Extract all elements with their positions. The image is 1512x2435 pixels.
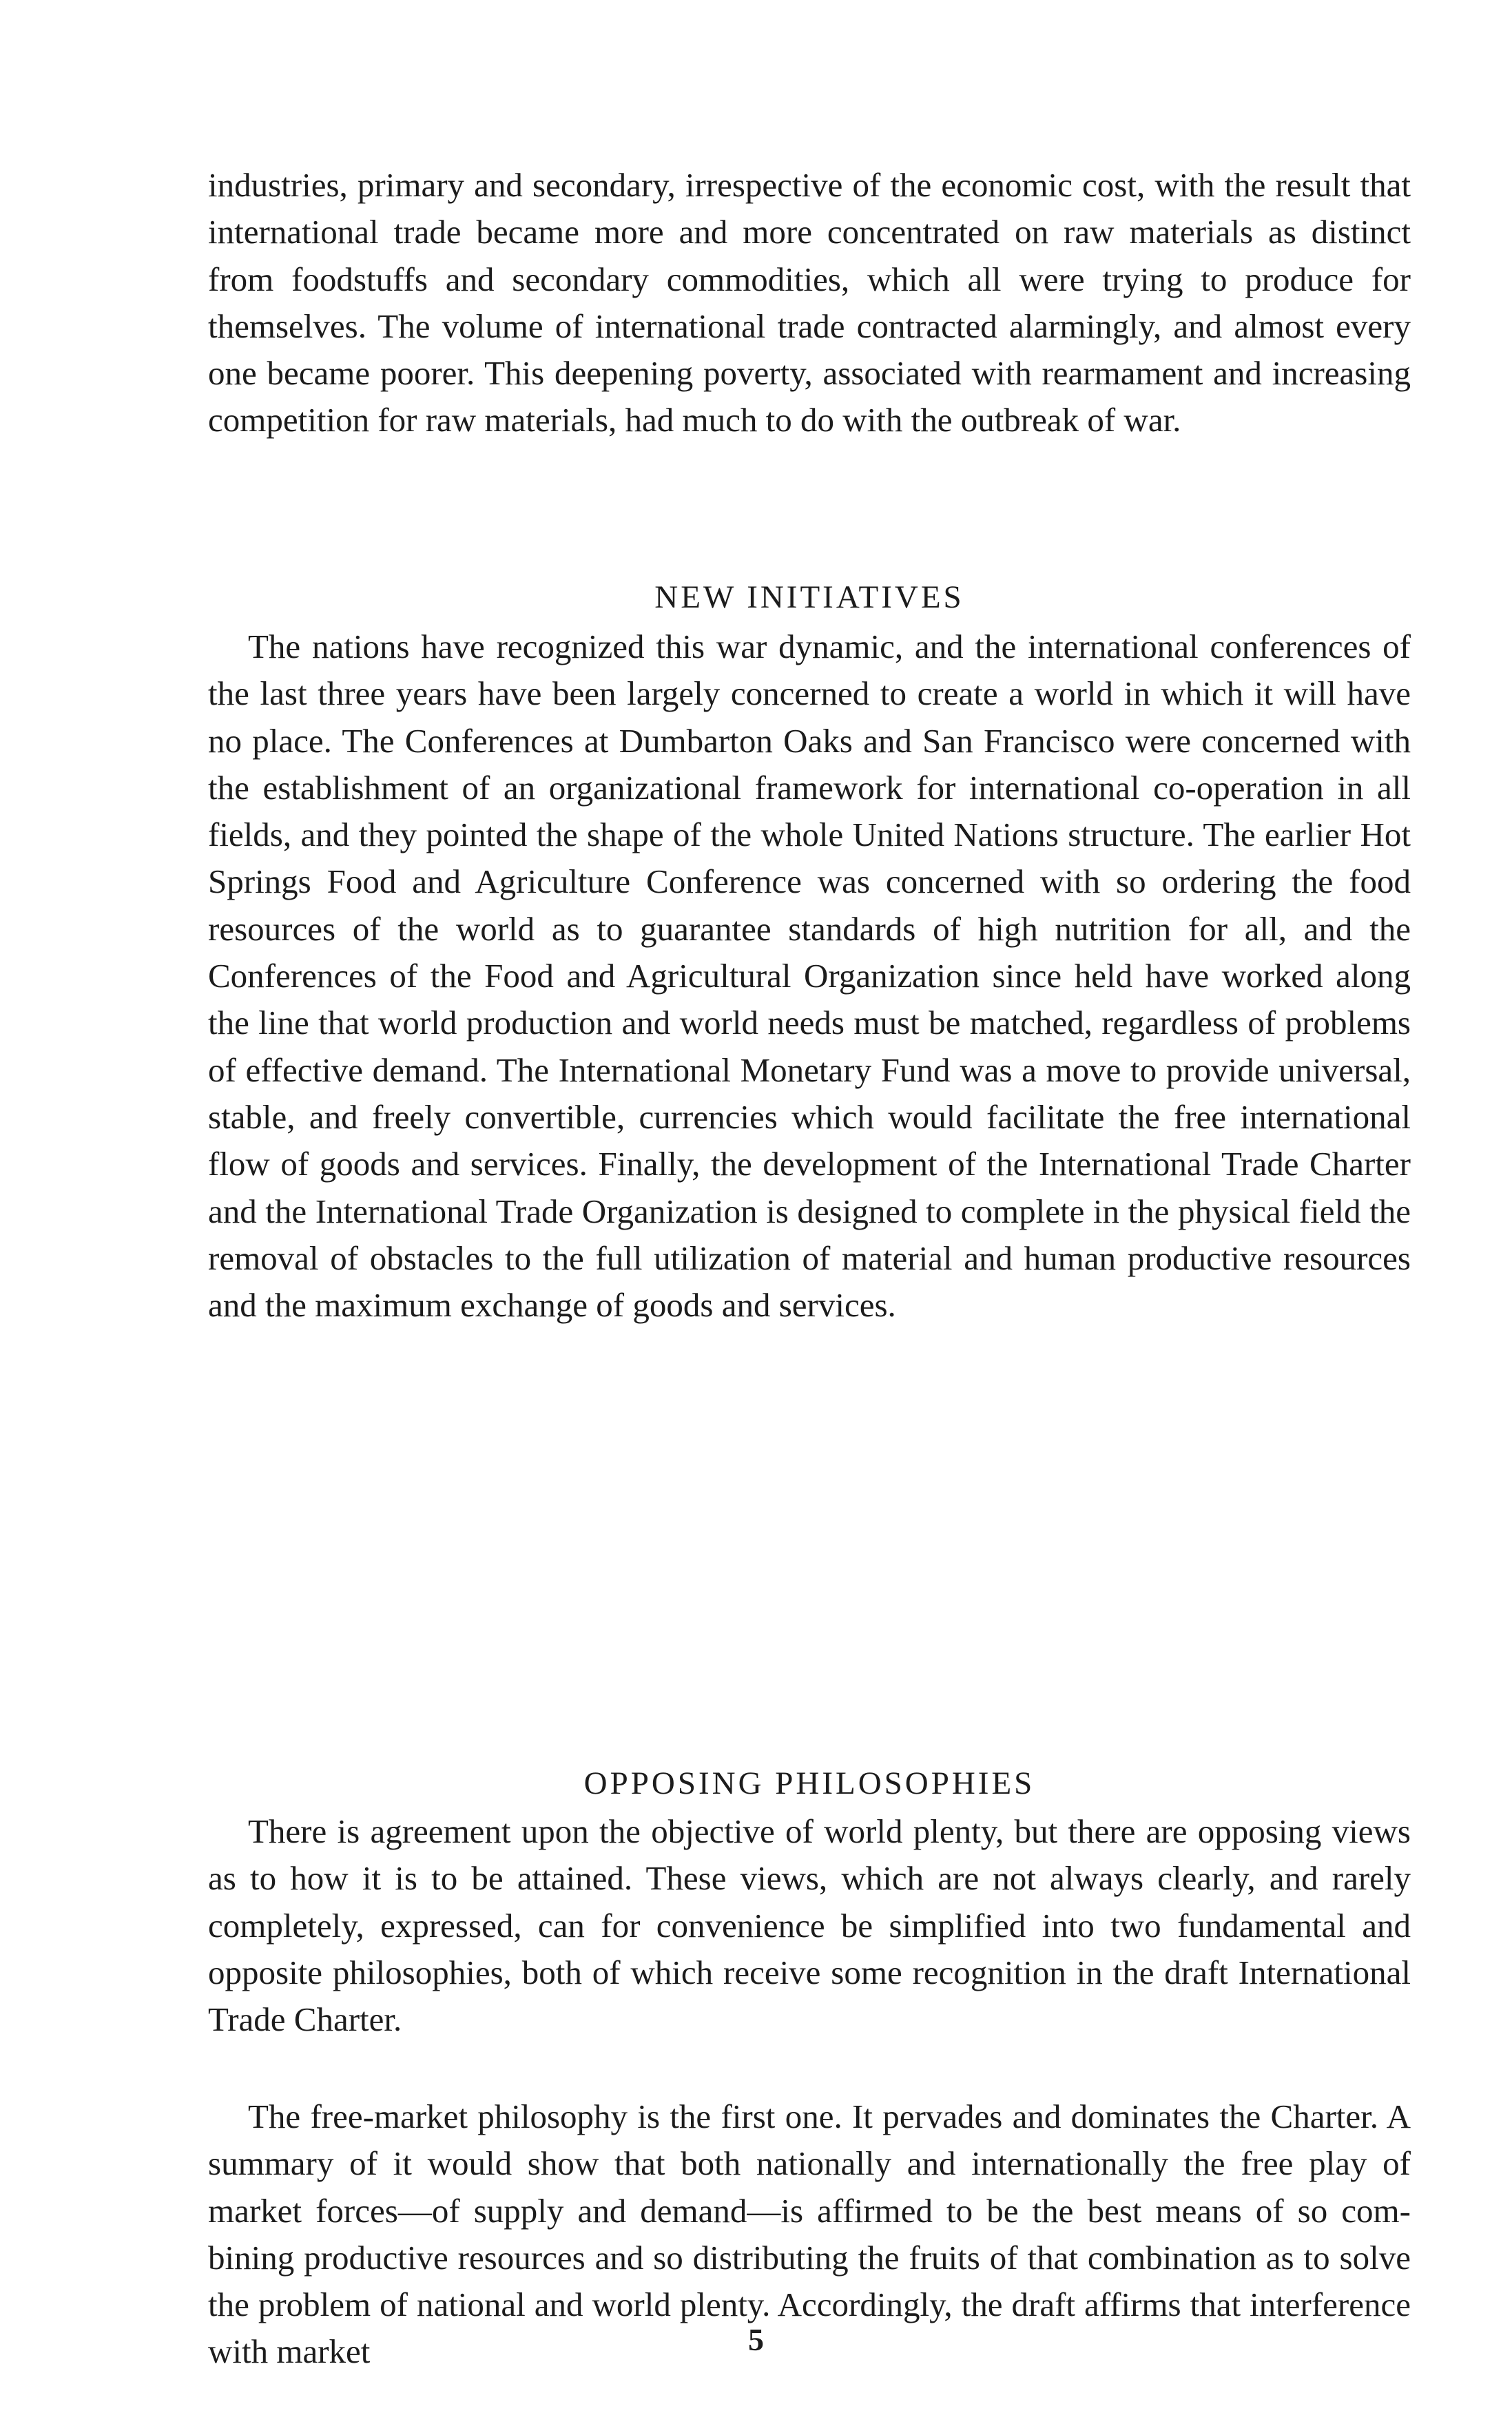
paragraph-new-initiatives: The nations have recognized this war dynamic, and the international conferences of the last three years have been largely concerned to create a world in which it will have no place. The Conferences at Dumbarton Oaks and San Francisco were concerned with the establishment of an organizational framework for international co-operation in all fields, and they pointed the shape of the whole United Nations structure. The earlier Hot Springs Food and Agriculture Conference was concerned with so ordering the food resources of the world as to guarantee standards of high nutrition for all, and the Conferences of the Food and Agricultural Organization since held have worked along the line that world production and world needs must be matched, regardless of problems of effective demand. The International Monetary Fund was a move to provide universal, stable, and freely convertible, currencies which would facilitate the free international flow of goods and services. Finally, the development of the International Trade Charter and the International Trade Organization is designed to complete in the physical field the removal of obstacles to the full utilization of material and human productive resources and the maximum exchange of goods and services.	[208, 628, 1411, 1325]
heading-opposing-philosophies: OPPOSING PHILOSOPHIES	[583, 1765, 1035, 1801]
paragraph-world-plenty: There is agreement upon the objective of world plenty, but there are opposing views as to how it is to be attained. These views, which are not always clearly, and rarely completely, expressed, can for convenience be simplified into two fundamental and opposite philosophies, both of which receive some recognition in the draft International Trade Charter.	[208, 1812, 1411, 2039]
page-number: 5	[748, 2322, 764, 2357]
paragraph-free-market: The free-market philosophy is the first one. It pervades and dominates the Charter. A summary of it would show that both nationally and internationally the free play of market forces—of supply and demand—is affirmed to be the best means of so combining productive resources and so distributing the fruits of that combination as to solve the problem of national and world plenty. Accordingly, the draft affirms that interference with market	[208, 2097, 1411, 2371]
paragraph-trade-contraction: industries, primary and secondary, irrespective of the economic cost, with the result that international trade became more and more concentrated on raw materials as distinct from foodstuffs and secondary commodities, which all were trying to produce for themselves. The volume of international trade contracted alarmingly, and almost every one became poorer. This deepening poverty, associated with rearmament and increasing competition for raw materials, had much to do with the outbreak of war.	[208, 166, 1411, 439]
heading-new-initiatives: NEW INITIATIVES	[654, 579, 964, 615]
